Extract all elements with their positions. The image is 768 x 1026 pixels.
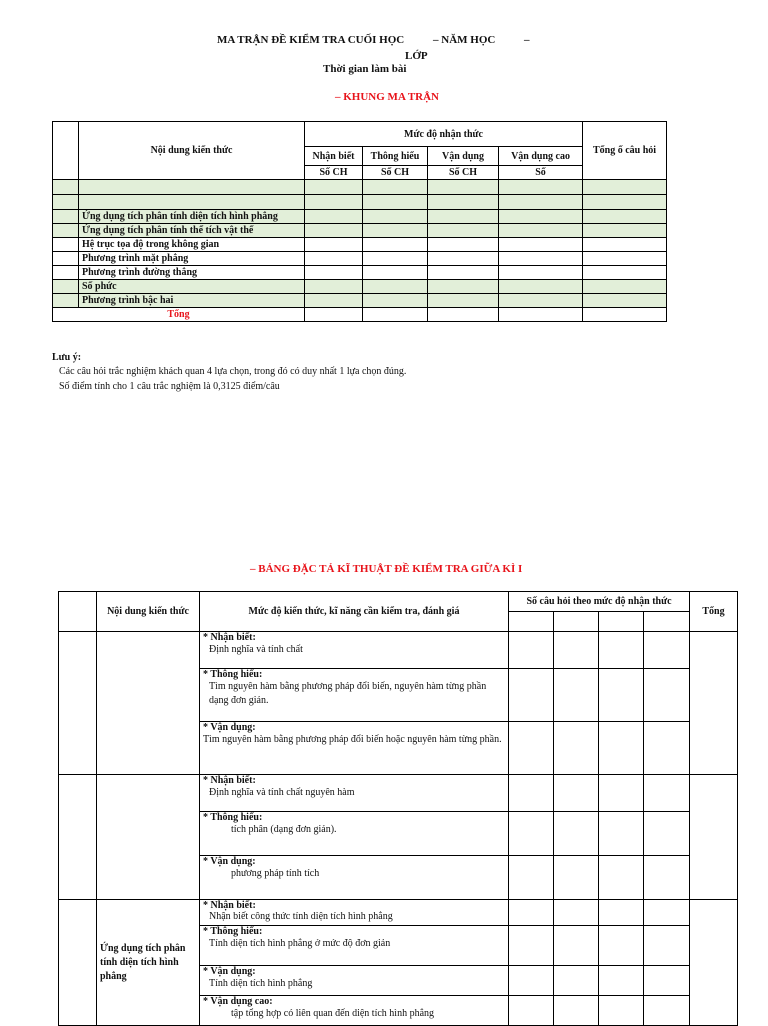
matrix-header-level: Mức độ nhận thức	[305, 122, 583, 147]
spec-topic-3: Ứng dụng tích phân tính diện tích hình phẳng	[97, 900, 200, 1026]
spec-level-cell: * Vận dụng: phương pháp tính tích	[200, 856, 509, 900]
matrix-total-label: Tổng	[53, 308, 305, 322]
notes-line-1: Các câu hỏi trắc nghiệm khách quan 4 lựa chọn, trong đó có duy nhất 1 lựa chọn đúng.	[59, 366, 407, 377]
spec-header-total: Tổng	[690, 592, 738, 632]
spec-header-content: Nội dung kiến thức	[97, 592, 200, 632]
spec-level-cell: * Nhận biết: Định nghĩa và tính chất nguyên hàm	[200, 775, 509, 812]
spec-level-cell: * Vận dụng cao: tập tổng hợp có liên quan đến diện tích hình phẳng	[200, 996, 509, 1026]
table-row	[53, 180, 667, 195]
table-row	[59, 900, 738, 926]
table-row: Số phức	[53, 280, 667, 294]
matrix-sub-3: Số CH	[428, 166, 499, 180]
doc-title-part2: – NĂM HỌC	[433, 34, 496, 46]
table-row	[59, 775, 738, 812]
table-row: Ứng dụng tích phân tính thể tích vật thể	[53, 224, 667, 238]
notes-line-2: Số điểm tính cho 1 câu trắc nghiệm là 0,3125 điểm/câu	[59, 381, 280, 392]
spec-topic-2	[97, 775, 200, 900]
matrix-level-2: Thông hiểu	[363, 147, 428, 166]
table-row	[59, 632, 738, 669]
matrix-sub-4: Số	[499, 166, 583, 180]
matrix-header-total: Tổng ố câu hỏi	[583, 122, 667, 180]
spec-level-cell: * Thông hiểu: Tìm nguyên hàm bằng phương pháp đổi biến, nguyên hàm từng phần dạng đơn giản.	[200, 669, 509, 722]
table-row	[53, 195, 667, 210]
spec-level-cell: * Thông hiểu: Tính diện tích hình phẳng ở mức độ đơn giản	[200, 926, 509, 966]
spec-level-cell: * Thông hiểu: tích phân (dạng đơn giản).	[200, 812, 509, 856]
table-row: Phương trình đường thẳng	[53, 266, 667, 280]
matrix-header-content: Nội dung kiến thức	[79, 122, 305, 180]
spec-level-cell: * Nhận biết: Nhận biết công thức tính diện tích hình phẳng	[200, 900, 509, 926]
spec-topic-1	[97, 632, 200, 775]
matrix-level-1: Nhận biết	[305, 147, 363, 166]
matrix-corner-cell	[53, 122, 79, 180]
doc-time-line: Thời gian làm bài	[323, 63, 407, 75]
doc-title-part3: –	[524, 34, 530, 46]
matrix-table	[52, 121, 667, 322]
table-row: Hệ trục tọa độ trong không gian	[53, 238, 667, 252]
spec-level-cell: * Vận dụng: Tính diện tích hình phẳng	[200, 966, 509, 996]
matrix-total-row	[53, 308, 667, 322]
spec-level-cell: * Nhận biết: Định nghĩa và tính chất	[200, 632, 509, 669]
table-row: Ứng dụng tích phân tính diện tích hình phẳng	[53, 210, 667, 224]
matrix-sub-1: Số CH	[305, 166, 363, 180]
spec-table	[58, 591, 738, 1026]
section1-title: – KHUNG MA TRẬN	[335, 91, 439, 103]
spec-corner-cell	[59, 592, 97, 632]
doc-title-part1: MA TRẬN ĐỀ KIỂM TRA CUỐI HỌC	[217, 34, 405, 46]
spec-header-count: Số câu hỏi theo mức độ nhận thức	[509, 592, 690, 612]
spec-level-cell: * Vận dụng: Tìm nguyên hàm bằng phương pháp đổi biến hoặc nguyên hàm từng phần.	[200, 722, 509, 775]
table-row: Phương trình bậc hai	[53, 294, 667, 308]
doc-class-line: LỚP	[405, 50, 428, 62]
spec-header-level: Mức độ kiến thức, kĩ năng cần kiểm tra, đánh giá	[200, 592, 509, 632]
matrix-level-4: Vận dụng cao	[499, 147, 583, 166]
table-row: Phương trình mặt phẳng	[53, 252, 667, 266]
matrix-level-3: Vận dụng	[428, 147, 499, 166]
section2-title: – BẢNG ĐẶC TẢ KĨ THUẬT ĐỀ KIỂM TRA GIỮA KÌ I	[250, 563, 523, 575]
matrix-sub-2: Số CH	[363, 166, 428, 180]
notes-title: Lưu ý:	[52, 352, 82, 363]
